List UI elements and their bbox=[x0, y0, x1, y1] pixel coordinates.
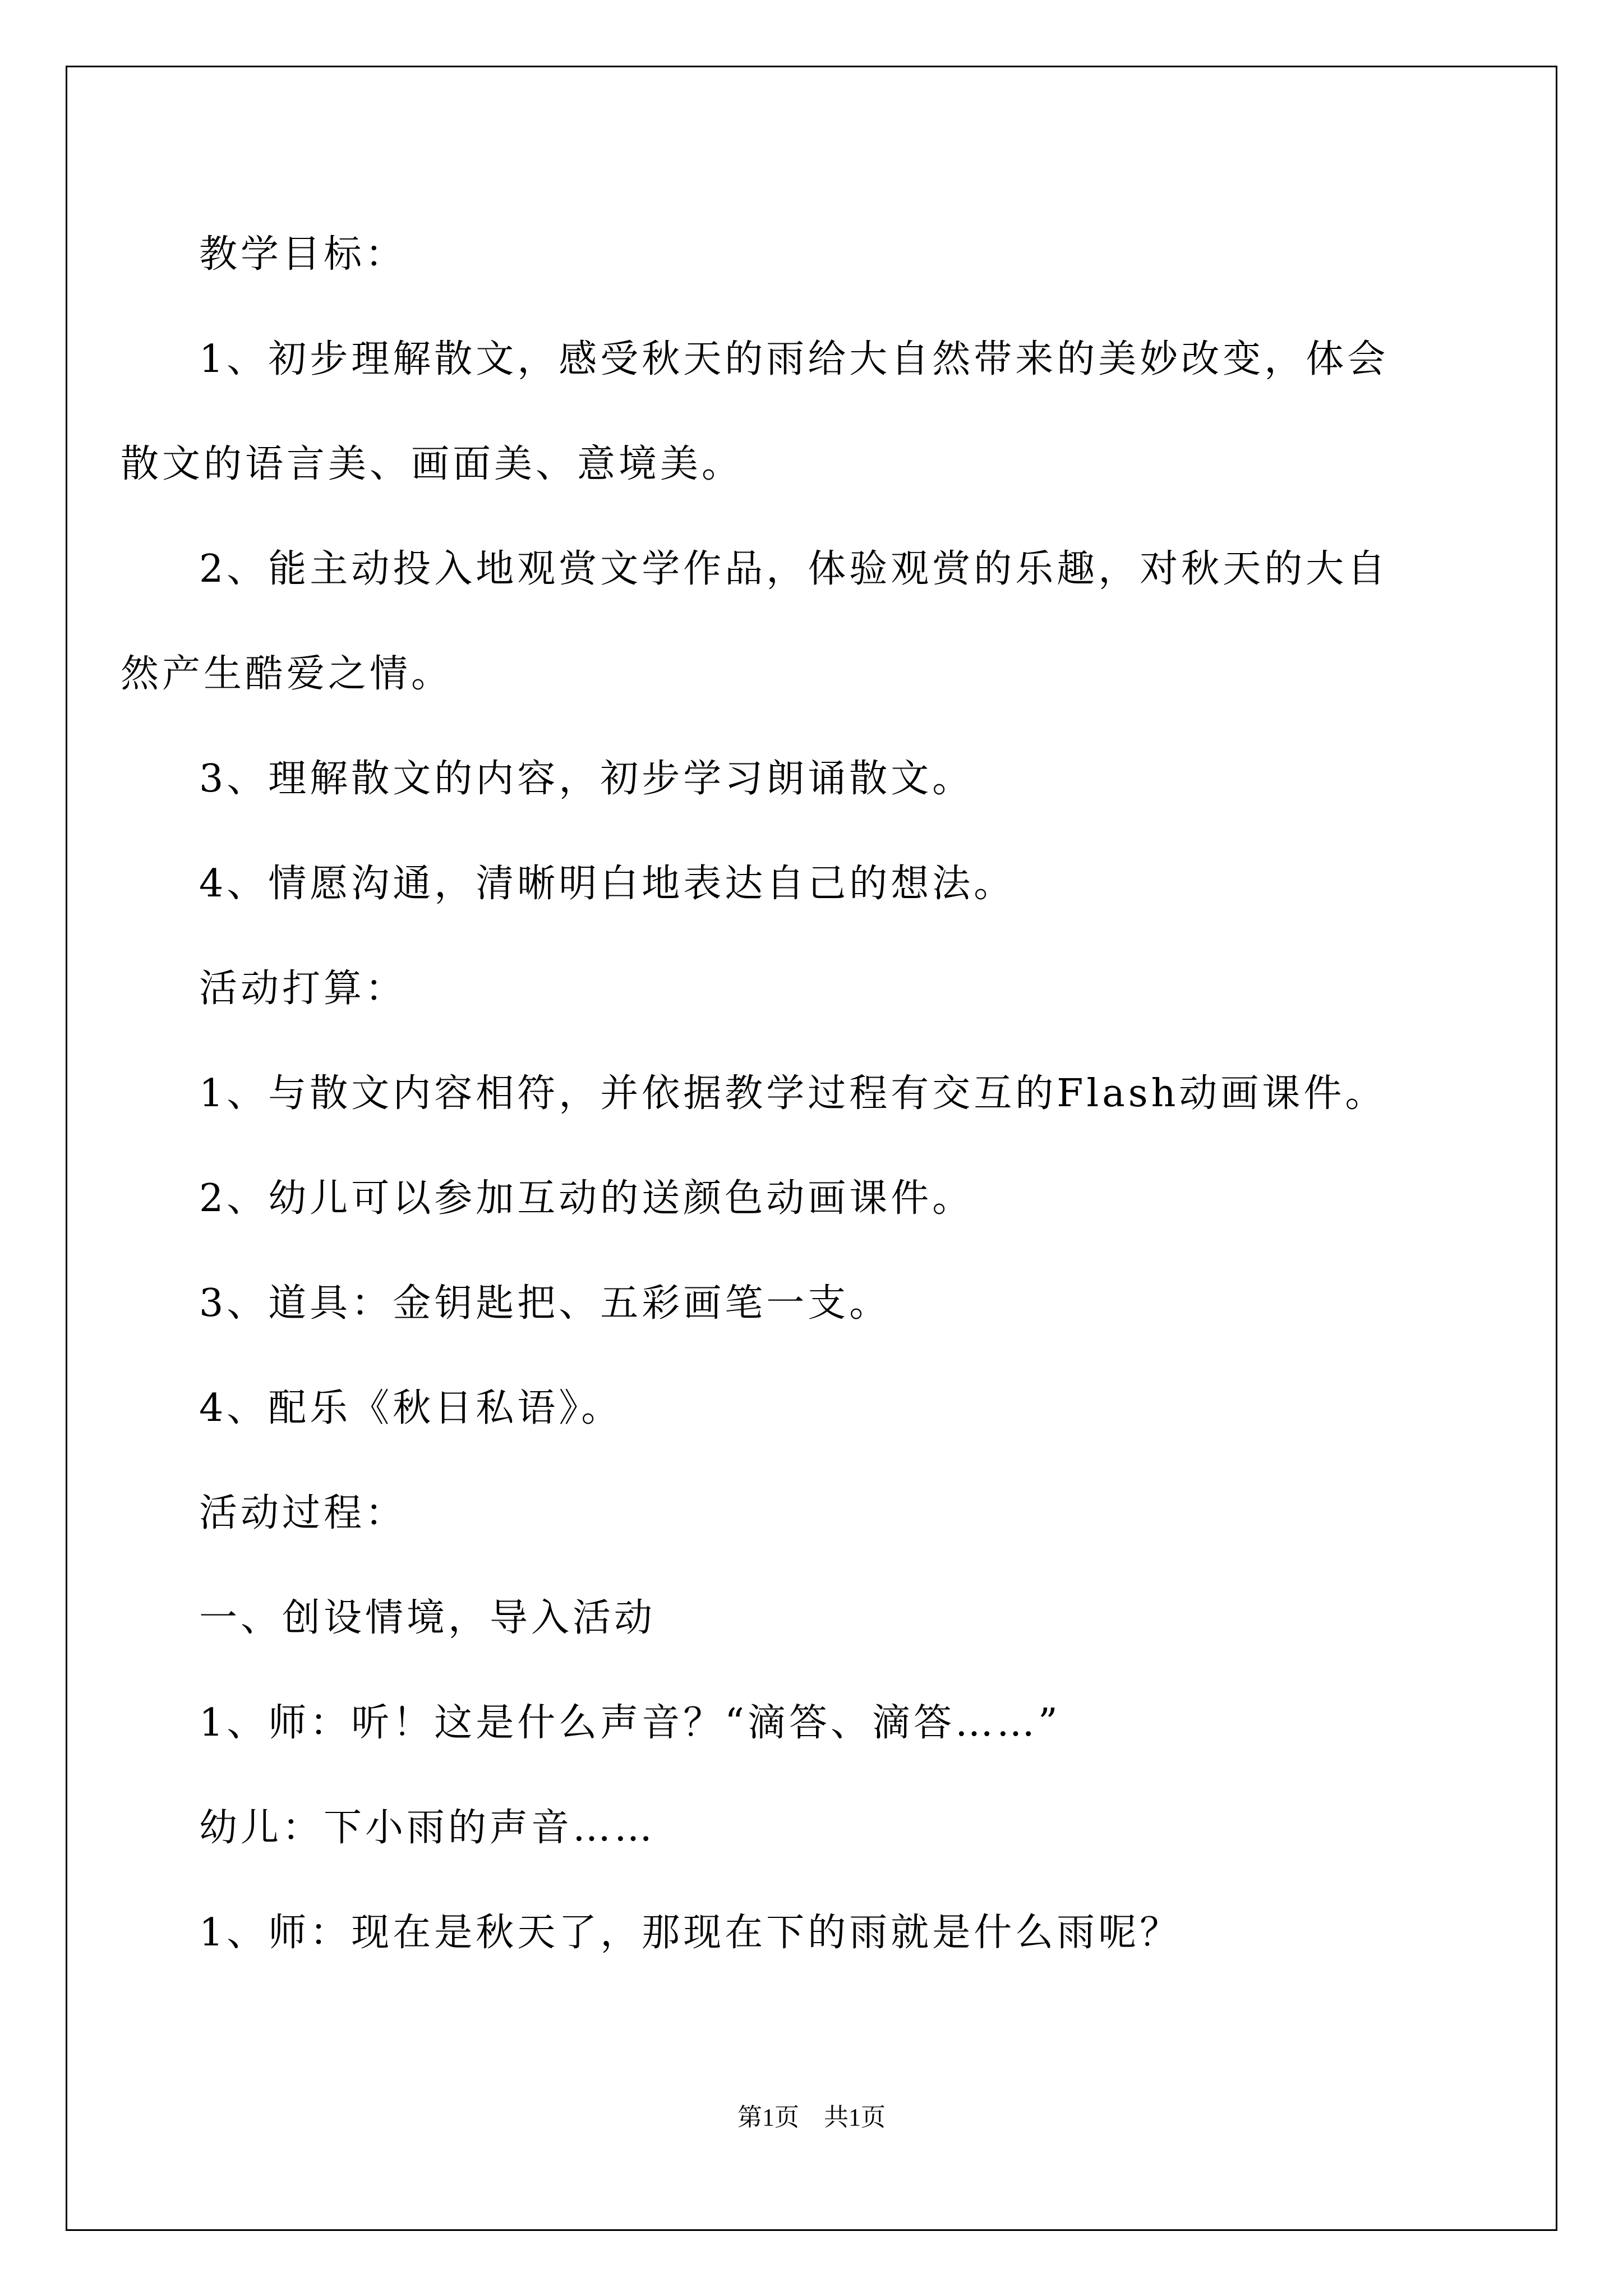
paragraph-prep-3: 3、道具：金钥匙把、五彩画笔一支。 bbox=[199, 1281, 891, 1326]
paragraph-prep-2: 2、幼儿可以参加互动的送颜色动画课件。 bbox=[199, 1176, 974, 1221]
paragraph-goal-1-line-1: 1、初步理解散文，感受秋天的雨给大自然带来的美妙改变，体会 bbox=[199, 337, 1389, 381]
paragraph-prep-4: 4、配乐《秋日私语》。 bbox=[199, 1386, 623, 1430]
page-footer bbox=[0, 2101, 1623, 2134]
document-body bbox=[121, 202, 1467, 1985]
page-number-label: 第1页 bbox=[737, 2104, 799, 2131]
paragraph-heading-process: 活动过程： bbox=[199, 1491, 407, 1535]
paragraph-child-answer: 幼儿：下小雨的声音…… bbox=[199, 1806, 656, 1850]
page-total-label: 共1页 bbox=[824, 2104, 886, 2131]
paragraph-goal-4: 4、情愿沟通，清晰明白地表达自己的想法。 bbox=[199, 862, 1016, 906]
paragraph-goal-2-line-2: 然产生酷爱之情。 bbox=[121, 652, 453, 696]
paragraph-heading-teaching-goals: 教学目标： bbox=[199, 232, 407, 277]
paragraph-prep-1: 1、与散文内容相符，并依据教学过程有交互的Flash动画课件。 bbox=[199, 1071, 1387, 1116]
paragraph-goal-1-line-2: 散文的语言美、画面美、意境美。 bbox=[121, 442, 744, 486]
paragraph-goal-2-line-1: 2、能主动投入地观赏文学作品，体验观赏的乐趣，对秋天的大自 bbox=[199, 547, 1389, 591]
paragraph-goal-3: 3、理解散文的内容，初步学习朗诵散文。 bbox=[199, 757, 974, 801]
paragraph-process-step-1: 一、创设情境，导入活动 bbox=[199, 1596, 656, 1640]
paragraph-teacher-question-2: 1、师：现在是秋天了，那现在下的雨就是什么雨呢？ bbox=[199, 1911, 1182, 1955]
paragraph-heading-preparation: 活动打算： bbox=[199, 967, 407, 1011]
paragraph-teacher-question-1: 1、师：听！这是什么声音？“滴答、滴答……” bbox=[199, 1701, 1061, 1745]
